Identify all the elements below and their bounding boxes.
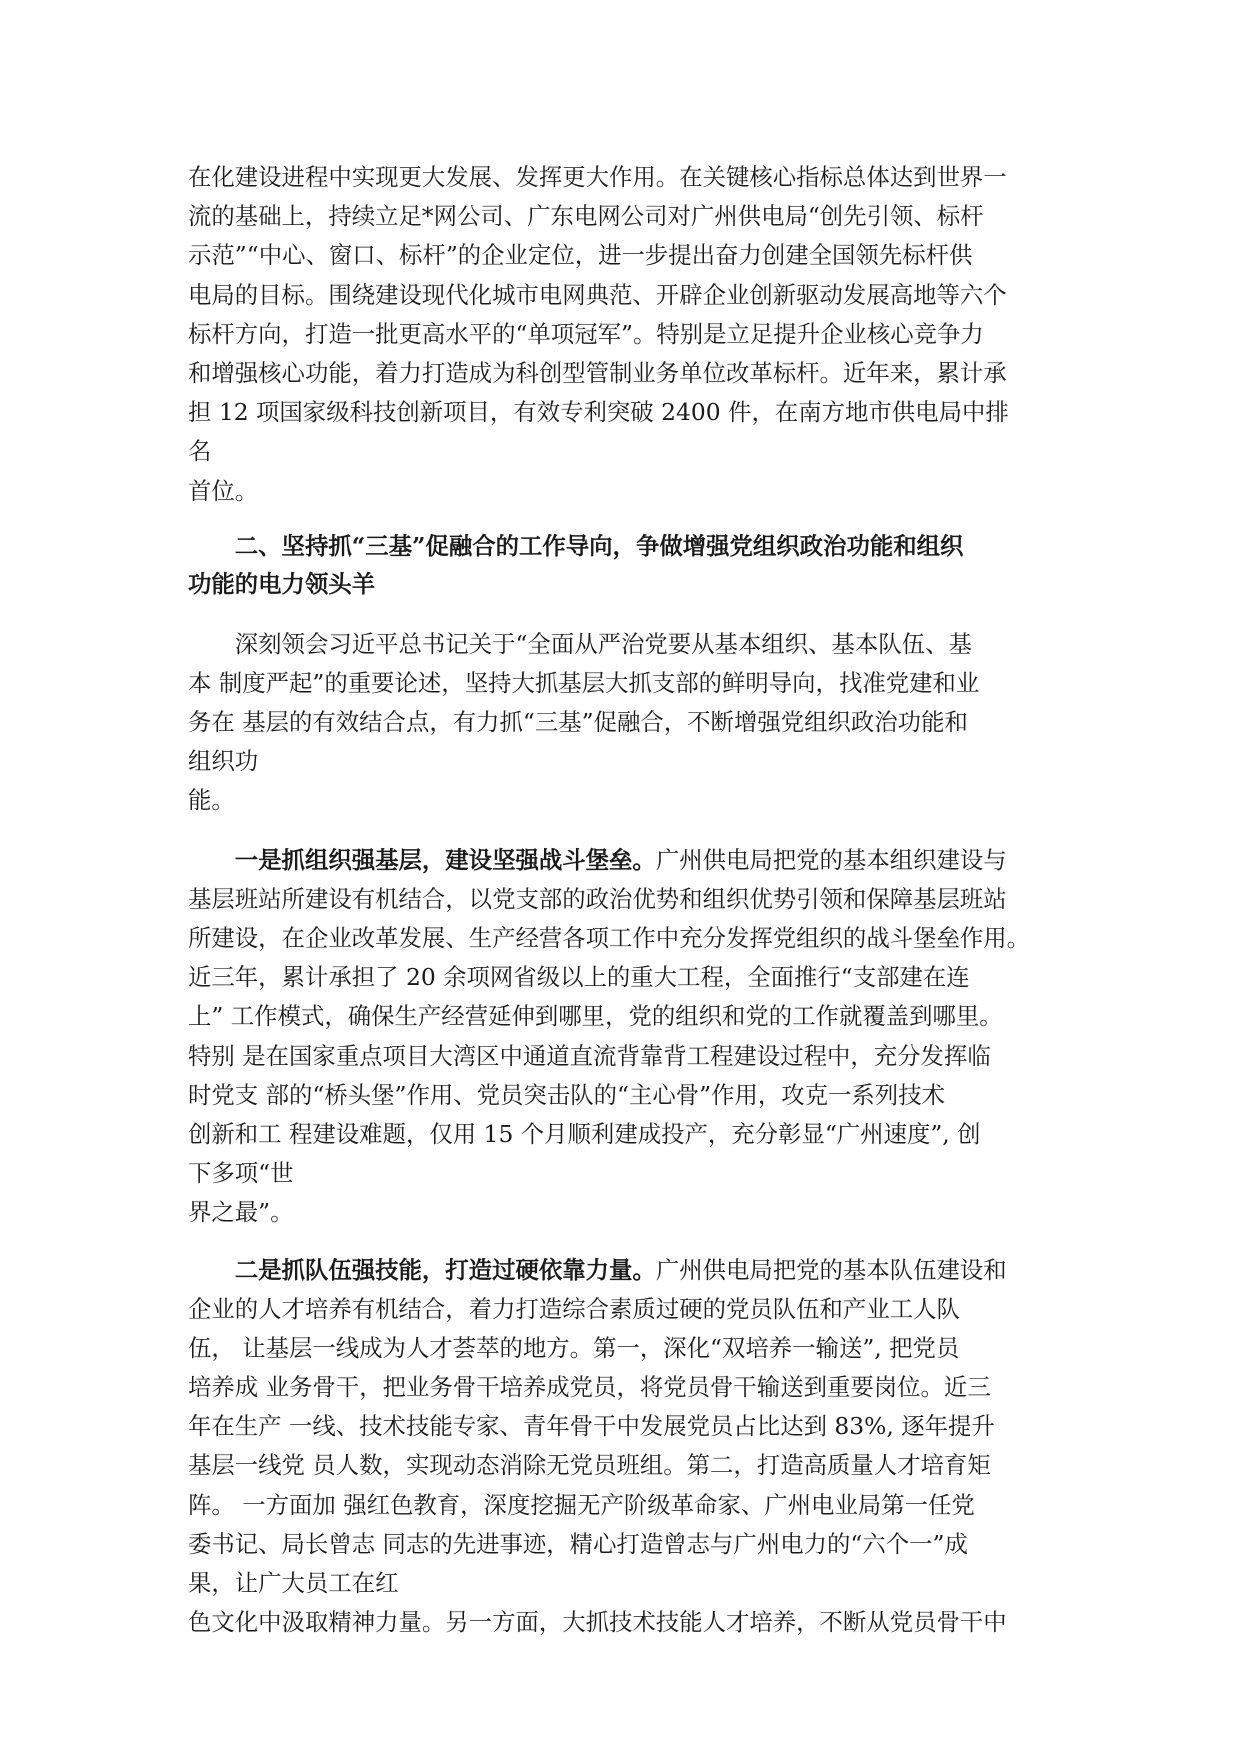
text-line: 本 制度严起”的重要论述，坚持大抓基层大抓支部的鲜明导向，找准党建和业 — [188, 668, 980, 697]
text-line: 担 12 项国家级科技创新项目，有效专利突破 2400 件，在南方地市供电局中排 — [188, 398, 1009, 427]
text-line: 年在生产 一线、技术技能专家、青年骨干中发展党员占比达到 83%, 逐年提升 — [188, 1412, 995, 1441]
text-line: 首位。 — [188, 476, 259, 505]
paragraph-organization — [188, 841, 1062, 1233]
text-line: 培养成 业务骨干，把业务骨干培养成党员，将党员骨干输送到重要岗位。近三 — [188, 1373, 991, 1402]
paragraph-summary — [188, 625, 1062, 821]
text-run: 广州供电局把党的基本组织建设与 — [655, 845, 1007, 874]
text-line: 特别 是在国家重点项目大湾区中通道直流背靠背工程建设过程中，充分发挥临 — [188, 1041, 991, 1070]
text-line — [188, 841, 1062, 880]
text-line: 创新和工 程建设难题，仅用 15 个月顺利建成投产，充分彰显“广州速度”, 创 — [188, 1119, 981, 1148]
text-line: 委书记、局长曾志 同志的先进事迹，精心打造曾志与广州电力的“六个一”成 — [188, 1529, 968, 1558]
text-line: 基层班站所建设有机结合，以党支部的政治优势和组织优势引领和保障基层班站 — [188, 884, 1007, 913]
text-line: 示范”“中心、窗口、标杆”的企业定位，进一步提出奋力创建全国领先标杆供 — [188, 241, 973, 270]
text-line: 基层一线党 员人数，实现动态消除无党员班组。第二，打造高质量人才培育矩 — [188, 1451, 991, 1480]
text-line: 上” 工作模式，确保生产经营延伸到哪里，党的组织和党的工作就覆盖到哪里。 — [188, 1002, 1003, 1031]
text-line: 界之最”。 — [188, 1198, 294, 1227]
paragraph-workforce — [188, 1251, 1062, 1643]
document-page — [188, 158, 1062, 1642]
text-line: 电局的目标。围绕建设现代化城市电网典范、开辟企业创新驱动发展高地等六个 — [188, 280, 1007, 309]
text-line: 色文化中汲取精神力量。另一方面，大抓技术技能人才培养，不断从党员骨干中 — [188, 1608, 1007, 1637]
text-line: 下多项“世 — [188, 1159, 294, 1188]
text-line: 所建设，在企业改革发展、生产经营各项工作中充分发挥党组织的战斗堡垒作用。 — [188, 924, 1031, 952]
text-line: 组织功 — [188, 747, 259, 776]
text-line: 企业的人才培养有机结合，着力打造综合素质过硬的党员队伍和产业工人队 — [188, 1294, 960, 1323]
text-line: 务在 基层的有效结合点，有力抓“三基”促融合，不断增强党组织政治功能和 — [188, 708, 968, 737]
text-line: 标杆方向，打造一批更高水平的“单项冠军”。特别是立足提升企业核心竞争力 — [188, 319, 984, 348]
text-line: 伍， 让基层一线成为人才荟萃的地方。第一，深化“双培养一输送”, 把党员 — [188, 1333, 960, 1362]
text-line: 流的基础上，持续立足*网公司、广东电网公司对广州供电局“创先引领、标杆 — [188, 202, 984, 231]
paragraph-lead: 一是抓组织强基层，建设坚强战斗堡垒。 — [188, 845, 656, 874]
text-line: 果，让广大员工在红 — [188, 1569, 399, 1597]
text-run: 广州供电局把党的基本队伍建设和 — [655, 1255, 1007, 1284]
section-heading — [188, 527, 1062, 603]
text-line: 在化建设进程中实现更大发展、发挥更大作用。在关键核心指标总体达到世界一 — [188, 163, 1007, 191]
text-line: 阵。 一方面加 强红色教育，深度挖掘无产阶级革命家、广州电业局第一任党 — [188, 1490, 975, 1519]
paragraph-lead: 二是抓队伍强技能，打造过硬依靠力量。 — [188, 1255, 656, 1284]
text-line: 和增强核心功能，着力打造成为科创型管制业务单位改革标杆。近年来，累计承 — [188, 358, 1007, 387]
text-line: 近三年，累计承担了 20 余项网省级以上的重大工程，全面推行“支部建在连 — [188, 963, 970, 992]
text-line: 能。 — [188, 786, 235, 815]
text-line: 名 — [188, 437, 212, 466]
text-line: 深刻领会习近平总书记关于“全面从严治党要从基本组织、基本队伍、基 — [188, 629, 972, 658]
text-line: 时党支 部的“桥头堡”作用、党员突击队的“主心骨”作用，攻克一系列技术 — [188, 1080, 945, 1109]
paragraph-intro — [188, 158, 1062, 511]
text-line — [188, 1251, 1062, 1290]
heading-line: 二、坚持抓“三基”促融合的工作导向，争做增强党组织政治功能和组织 — [188, 531, 964, 560]
heading-line: 功能的电力领头羊 — [188, 569, 376, 598]
